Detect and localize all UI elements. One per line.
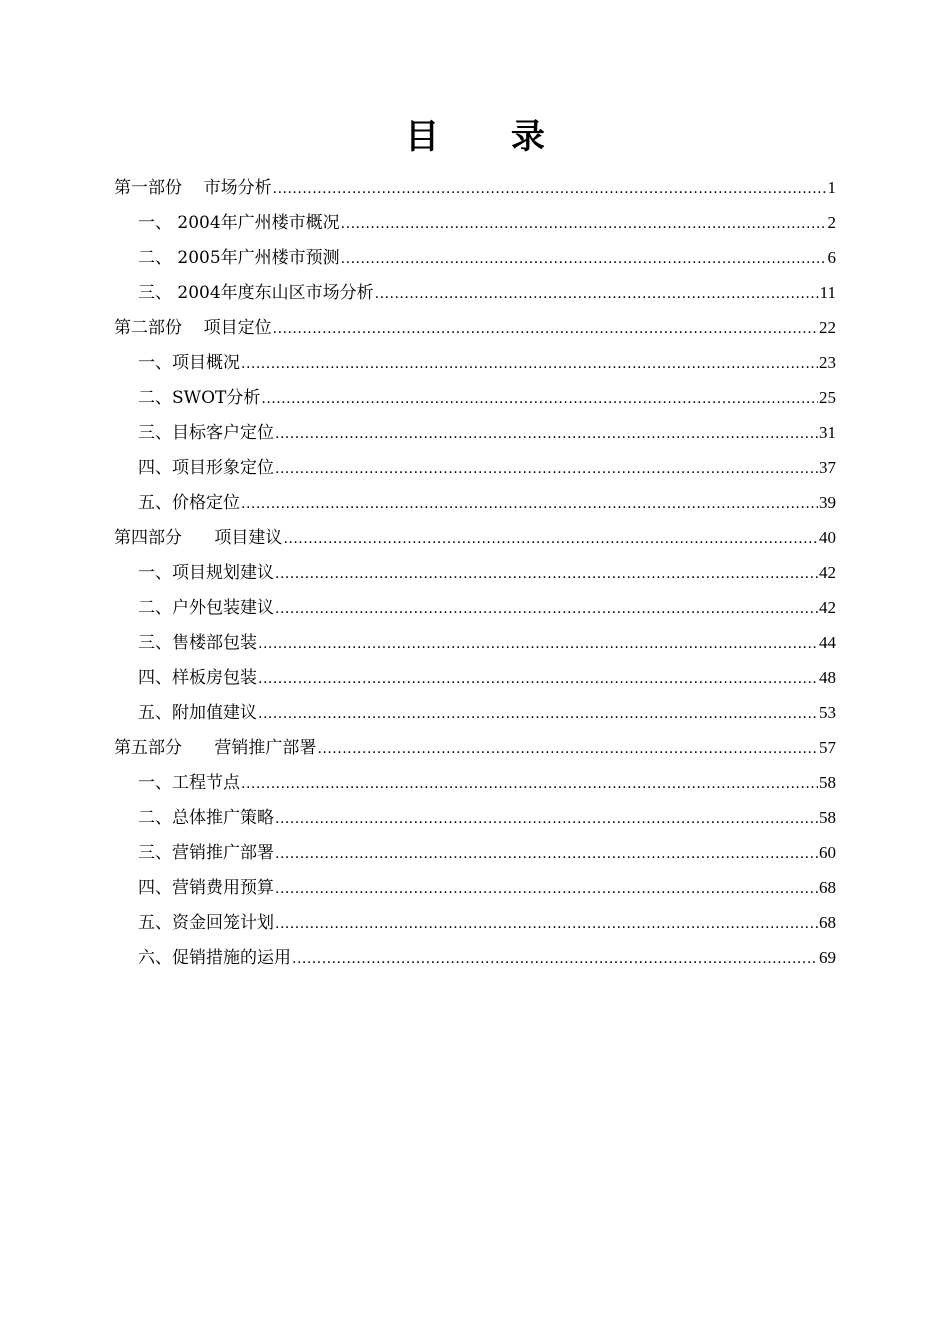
toc-dot-leader: [317, 732, 818, 767]
toc-entry-label: 二、 2005年广州楼市预测: [138, 248, 340, 268]
toc-dot-leader: [258, 627, 818, 662]
toc-entry-label: 二、总体推广策略: [138, 808, 274, 828]
table-of-contents: [114, 170, 836, 975]
toc-page-number: 42: [819, 598, 836, 617]
toc-dot-leader: [261, 382, 818, 417]
page-title: 目 录: [405, 117, 575, 157]
toc-entry[interactable]: [114, 590, 836, 625]
toc-dot-leader: [341, 242, 827, 277]
toc-dot-leader: [275, 592, 818, 627]
toc-entry-label: 第四部分 项目建议: [114, 528, 283, 548]
toc-entry-label: 四、营销费用预算: [138, 878, 274, 898]
toc-dot-leader: [258, 697, 818, 732]
toc-page-number: 11: [819, 283, 836, 302]
toc-entry-label: 四、项目形象定位: [138, 458, 274, 478]
toc-entry[interactable]: [114, 485, 836, 520]
toc-page-number: 25: [819, 388, 836, 407]
toc-entry[interactable]: [114, 555, 836, 590]
toc-dot-leader: [375, 277, 819, 312]
toc-page-number: 68: [819, 913, 836, 932]
toc-entry[interactable]: [114, 835, 836, 870]
toc-entry-label: 三、目标客户定位: [138, 423, 274, 443]
toc-page-number: 42: [819, 563, 836, 582]
toc-entry-label: 三、售楼部包装: [138, 633, 257, 653]
toc-dot-leader: [275, 557, 818, 592]
toc-dot-leader: [275, 837, 818, 872]
toc-entry[interactable]: [114, 520, 836, 555]
toc-dot-leader: [275, 417, 818, 452]
toc-dot-leader: [241, 347, 818, 382]
toc-page-number: 31: [819, 423, 836, 442]
toc-entry-label: 一、项目概况: [138, 353, 240, 373]
toc-page-number: 6: [827, 248, 836, 267]
toc-page-number: 68: [819, 878, 836, 897]
toc-entry-label: 二、户外包装建议: [138, 598, 274, 618]
toc-entry-label: 第五部分 营销推广部署: [114, 738, 317, 758]
toc-dot-leader: [275, 907, 818, 942]
toc-entry[interactable]: [114, 450, 836, 485]
toc-entry[interactable]: [114, 695, 836, 730]
toc-dot-leader: [292, 942, 818, 977]
toc-entry[interactable]: [114, 800, 836, 835]
toc-entry[interactable]: [114, 940, 836, 975]
toc-entry[interactable]: [114, 625, 836, 660]
toc-page-number: 60: [819, 843, 836, 862]
toc-entry-label: 三、 2004年度东山区市场分析: [138, 283, 374, 303]
toc-entry[interactable]: [114, 310, 836, 345]
toc-entry[interactable]: [114, 765, 836, 800]
toc-page-number: 48: [819, 668, 836, 687]
toc-entry-label: 一、工程节点: [138, 773, 240, 793]
toc-entry[interactable]: [114, 415, 836, 450]
toc-page-number: 23: [819, 353, 836, 372]
toc-entry-label: 五、价格定位: [138, 493, 240, 513]
toc-page-number: 44: [819, 633, 836, 652]
toc-entry-label: 六、促销措施的运用: [138, 948, 291, 968]
toc-page-number: 22: [819, 318, 836, 337]
toc-page-number: 1: [827, 178, 836, 197]
toc-dot-leader: [241, 767, 818, 802]
toc-entry-label: 一、项目规划建议: [138, 563, 274, 583]
toc-page-number: 69: [819, 948, 836, 967]
toc-entry-label: 一、 2004年广州楼市概况: [138, 213, 340, 233]
toc-dot-leader: [275, 802, 818, 837]
toc-dot-leader: [258, 662, 818, 697]
toc-entry[interactable]: [114, 870, 836, 905]
toc-page-number: 39: [819, 493, 836, 512]
toc-entry[interactable]: [114, 345, 836, 380]
toc-entry[interactable]: [114, 660, 836, 695]
toc-entry[interactable]: [114, 380, 836, 415]
toc-entry-label: 五、资金回笼计划: [138, 913, 274, 933]
toc-page-number: 37: [819, 458, 836, 477]
toc-dot-leader: [275, 872, 818, 907]
toc-dot-leader: [241, 487, 818, 522]
toc-page-number: 40: [819, 528, 836, 547]
toc-page-number: 57: [819, 738, 836, 757]
toc-entry[interactable]: [114, 205, 836, 240]
toc-entry[interactable]: [114, 275, 836, 310]
toc-entry-label: 第二部份 项目定位: [114, 318, 272, 338]
toc-page-number: 58: [819, 773, 836, 792]
toc-entry[interactable]: [114, 240, 836, 275]
toc-dot-leader: [283, 522, 818, 557]
toc-entry[interactable]: [114, 730, 836, 765]
toc-entry[interactable]: [114, 170, 836, 205]
toc-dot-leader: [275, 452, 818, 487]
toc-entry[interactable]: [114, 905, 836, 940]
toc-entry-label: 三、营销推广部署: [138, 843, 274, 863]
toc-entry-label: 五、附加值建议: [138, 703, 257, 723]
toc-dot-leader: [341, 207, 827, 242]
toc-page-number: 58: [819, 808, 836, 827]
toc-page-number: 2: [827, 213, 836, 232]
toc-page-number: 53: [819, 703, 836, 722]
toc-entry-label: 第一部份 市场分析: [114, 178, 272, 198]
toc-entry-label: 二、SWOT分析: [138, 388, 261, 408]
toc-entry-label: 四、样板房包装: [138, 668, 257, 688]
toc-dot-leader: [273, 172, 827, 207]
toc-dot-leader: [273, 312, 818, 347]
